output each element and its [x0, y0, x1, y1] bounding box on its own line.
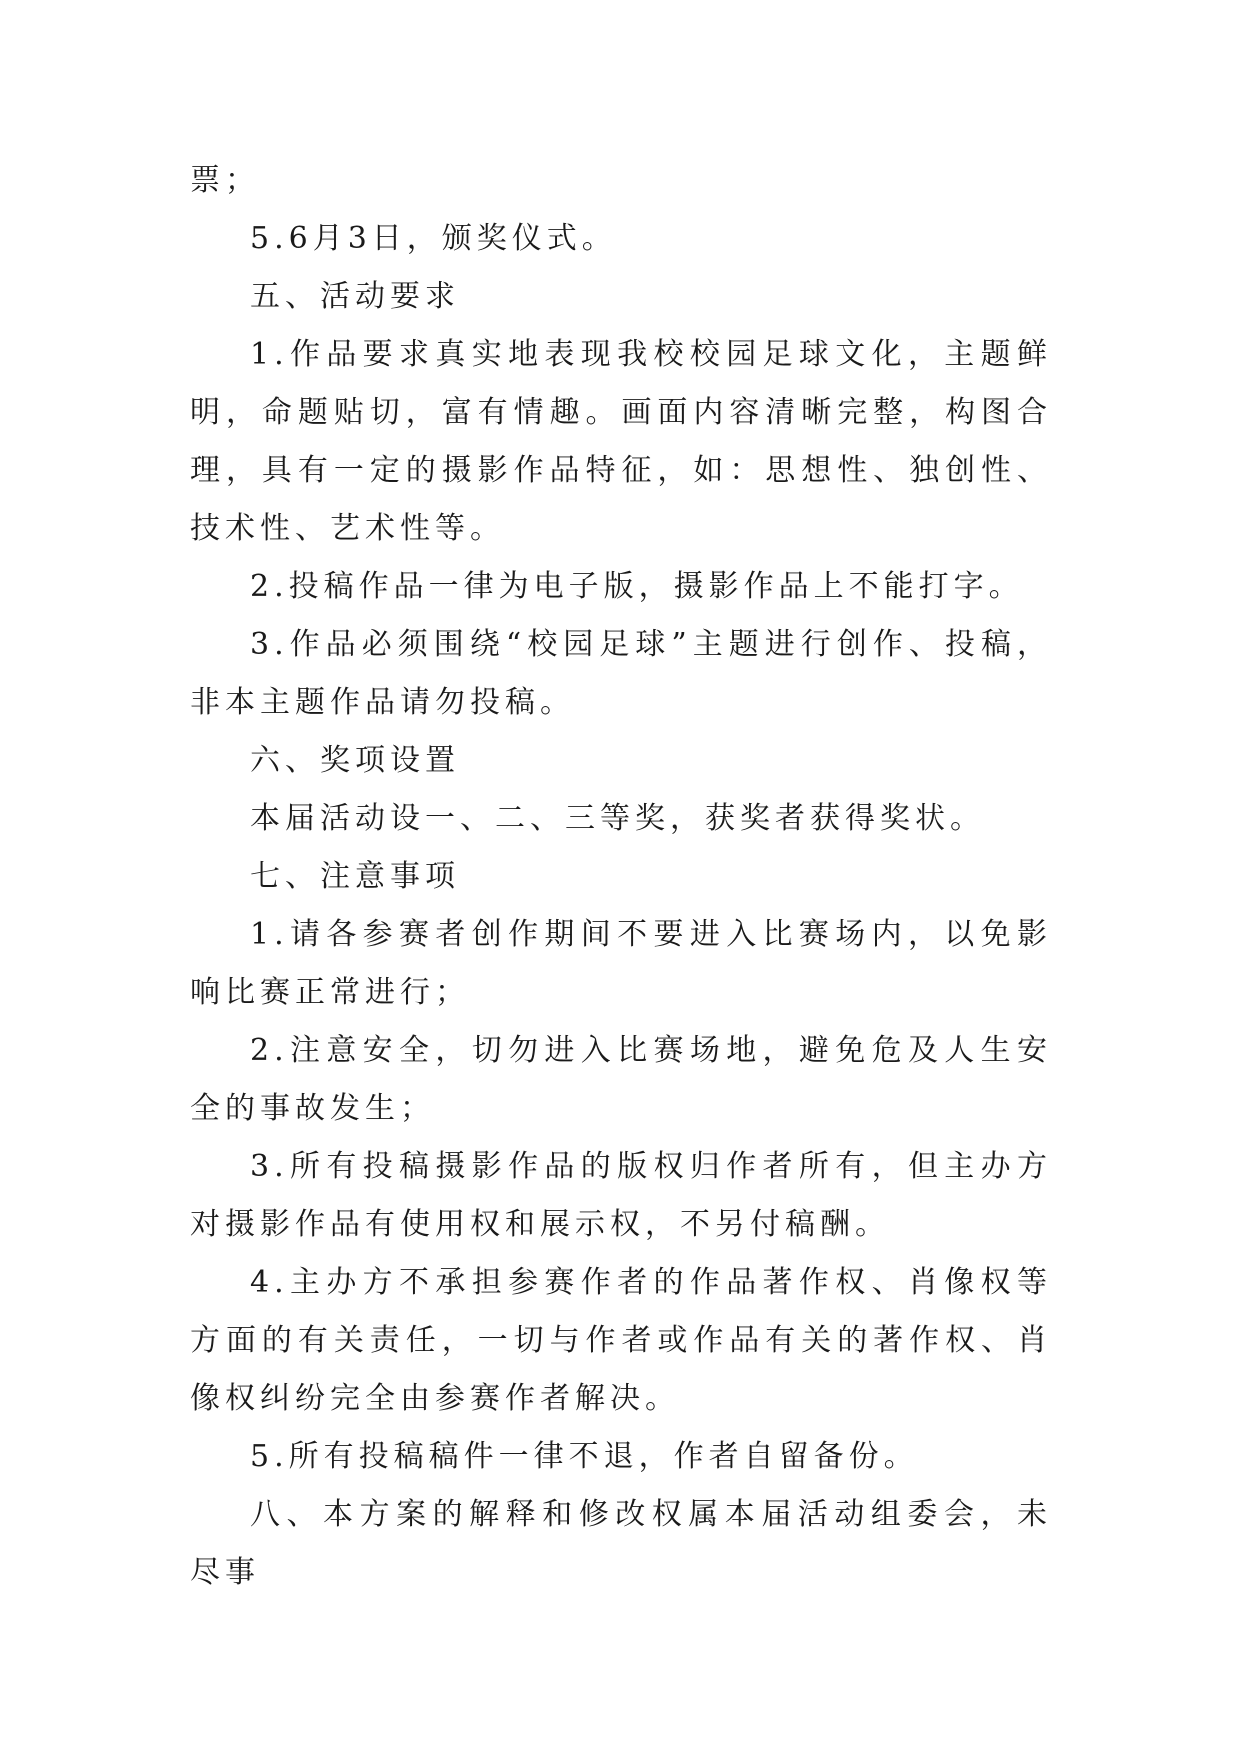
paragraph-note-3: 3.所有投稿摄影作品的版权归作者所有，但主办方对摄影作品有使用权和展示权，不另付稿酬。 — [190, 1149, 1052, 1242]
section-heading-awards: 六、奖项设置 — [250, 743, 460, 778]
paragraph-award-ceremony: 5.6月3日，颁奖仪式。 — [250, 221, 617, 256]
paragraph-requirement-3: 3.作品必须围绕“校园足球”主题进行创作、投稿，非本主题作品请勿投稿。 — [190, 627, 1052, 720]
paragraph-note-1: 1.请各参赛者创作期间不要进入比赛场内，以免影响比赛正常进行； — [190, 917, 1052, 1010]
paragraph-awards: 本届活动设一、二、三等奖，获奖者获得奖状。 — [250, 801, 985, 836]
paragraph-requirement-2: 2.投稿作品一律为电子版，摄影作品上不能打字。 — [250, 569, 1024, 604]
section-heading-interpretation: 八、本方案的解释和修改权属本届活动组委会，未尽事 — [190, 1497, 1052, 1590]
paragraph-note-2: 2.注意安全，切勿进入比赛场地，避免危及人生安全的事故发生； — [190, 1033, 1052, 1126]
document-body — [190, 152, 1052, 1602]
paragraph-note-4: 4.主办方不承担参赛作者的作品著作权、肖像权等方面的有关责任，一切与作者或作品有关的著作权、肖像权纠纷完全由参赛作者解决。 — [190, 1265, 1052, 1416]
paragraph-ticket-continuation: 票； — [190, 163, 260, 198]
section-heading-notes: 七、注意事项 — [250, 859, 460, 894]
section-heading-requirements: 五、活动要求 — [250, 279, 460, 314]
paragraph-note-5: 5.所有投稿稿件一律不退，作者自留备份。 — [250, 1439, 919, 1474]
paragraph-requirement-1: 1.作品要求真实地表现我校校园足球文化，主题鲜明，命题贴切，富有情趣。画面内容清晰完整，构图合理，具有一定的摄影作品特征，如：思想性、独创性、技术性、艺术性等。 — [190, 337, 1052, 546]
